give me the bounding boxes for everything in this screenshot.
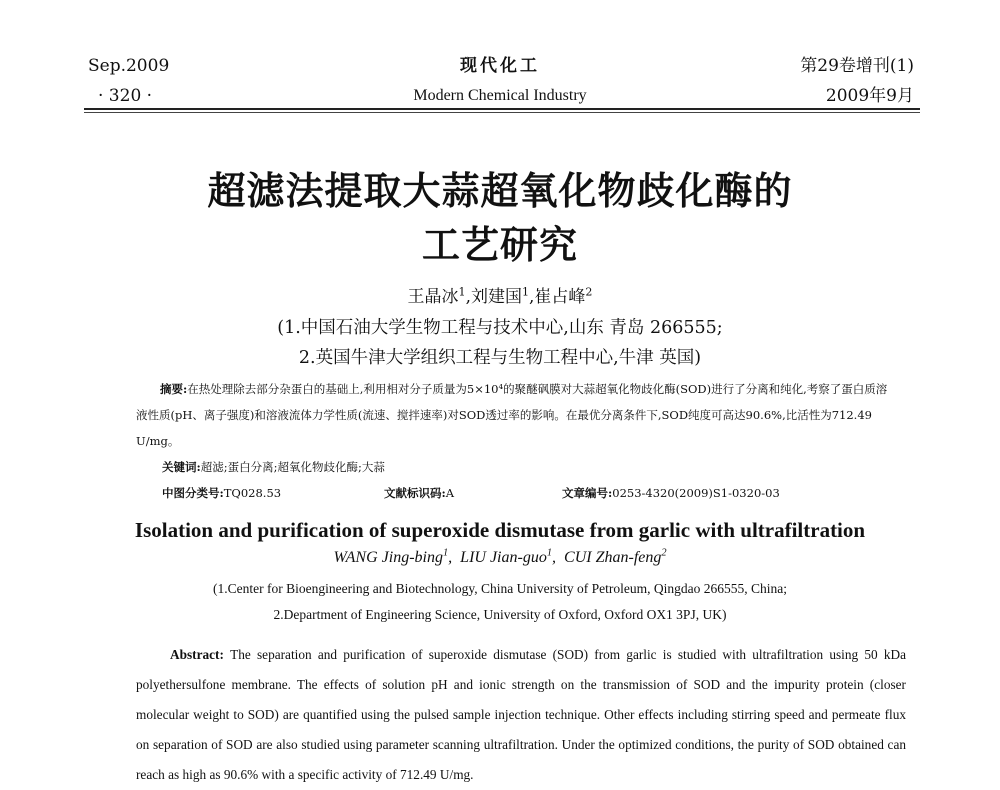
affiliation-cn-2: 2.英国牛津大学组织工程与生物工程中心,牛津 英国) xyxy=(298,348,702,368)
author-en-1: WANG Jing-bing xyxy=(333,549,443,566)
doc-code-label: 文献标识码: xyxy=(384,486,446,500)
abstract-cn xyxy=(136,376,896,454)
abstract-cn-label: 摘要: xyxy=(160,382,188,396)
abstract-en-label: Abstract: xyxy=(170,647,224,662)
author-cn-1-sup: 1 xyxy=(458,285,466,299)
clc-value: TQ028.53 xyxy=(223,486,282,500)
author-en-3-sup: 2 xyxy=(661,547,667,559)
abstract-en-text: The separation and purification of superoxide dismutase (SOD) from garlic is studied with ultrafiltration using 50 kDa polyethersulfone membrane. The effects of solution pH and ionic strength on the transmission of SOD and the impurity protein (closer molecular weight to SOD) are quantified using the pulsed sample injection technique. Other effects including stirring speed and permeate flux on separation of SOD are also studied using parameter scanning ultrafiltration. Under the optimized conditions, the purity of SOD obtained can reach as high as 90.6% with a specific activity of 712.49 U/mg. xyxy=(136,647,907,782)
affiliation-en-2: 2.Department of Engineering Science, University of Oxford, Oxford OX1 3PJ, UK) xyxy=(273,607,727,622)
authors-cn: 王晶冰$^1$,刘建国$^1$,崔占峰$^2$ xyxy=(407,285,593,307)
author-cn-3: 崔占峰 xyxy=(534,287,586,307)
header-rule-thin xyxy=(84,112,920,113)
journal-name-cn: 现代化工 xyxy=(460,56,540,76)
journal-name-en: Modern Chemical Industry xyxy=(413,87,587,104)
header-date-en: Sep.2009 xyxy=(88,56,170,76)
author-cn-2: 刘建国 xyxy=(470,287,522,307)
author-en-3: CUI Zhan-feng xyxy=(564,549,662,566)
author-cn-3-sup: 2 xyxy=(585,285,593,299)
article-number xyxy=(562,485,780,501)
page-number: · 320 · xyxy=(98,86,153,106)
authors-en: WANG Jing-bing$^1$, LIU Jian-guo$^1$, CUI Zhan-feng$^2$ xyxy=(333,547,667,566)
paper-title-cn-line1: 超滤法提取大蒜超氧化物歧化酶的 xyxy=(207,169,793,213)
header-rule xyxy=(84,108,920,110)
doc-code xyxy=(384,485,454,501)
keywords-cn xyxy=(162,459,385,475)
paper-title-en: Isolation and purification of superoxide dismutase from garlic with ultrafiltration xyxy=(134,518,866,542)
article-number-value: 0253-4320(2009)S1-0320-03 xyxy=(612,486,780,500)
clc-number xyxy=(162,485,281,501)
abstract-en xyxy=(136,640,906,790)
article-number-label: 文章编号: xyxy=(562,486,613,500)
header-date-cn: 2009年9月 xyxy=(825,86,914,106)
volume-issue: 第29卷增刊(1) xyxy=(800,56,914,76)
author-en-2: LIU Jian-guo xyxy=(460,549,547,566)
abstract-cn-text: 在热处理除去部分杂蛋白的基础上,利用相对分子质量为5×10⁴的聚醚砜膜对大蒜超氧化物歧化酶(SOD)进行了分离和纯化,考察了蛋白质溶液性质(pH、离子强度)和溶液流体力学性质(流速、搅拌速率)对SOD透过率的影响。在最优分离条件下,SOD纯度可高达90.6%,比活性为712.49 U/mg。 xyxy=(136,382,888,448)
clc-label: 中图分类号: xyxy=(162,486,224,500)
author-en-1-sup: 1 xyxy=(442,547,449,559)
affiliation-cn-1: (1.中国石油大学生物工程与技术中心,山东 青岛 266555; xyxy=(277,318,723,338)
keywords-cn-label: 关键词: xyxy=(162,460,201,474)
author-cn-2-sup: 1 xyxy=(521,285,530,299)
author-en-2-sup: 1 xyxy=(546,547,553,559)
keywords-cn-text: 超滤;蛋白分离;超氧化物歧化酶;大蒜 xyxy=(200,460,385,474)
affiliation-en-1: (1.Center for Bioengineering and Biotechnology, China University of Petroleum, Qingdao 266555, China; xyxy=(213,581,787,596)
author-cn-1: 王晶冰 xyxy=(407,287,459,307)
paper-title-cn-line2: 工艺研究 xyxy=(421,223,578,267)
doc-code-value: A xyxy=(445,486,455,500)
